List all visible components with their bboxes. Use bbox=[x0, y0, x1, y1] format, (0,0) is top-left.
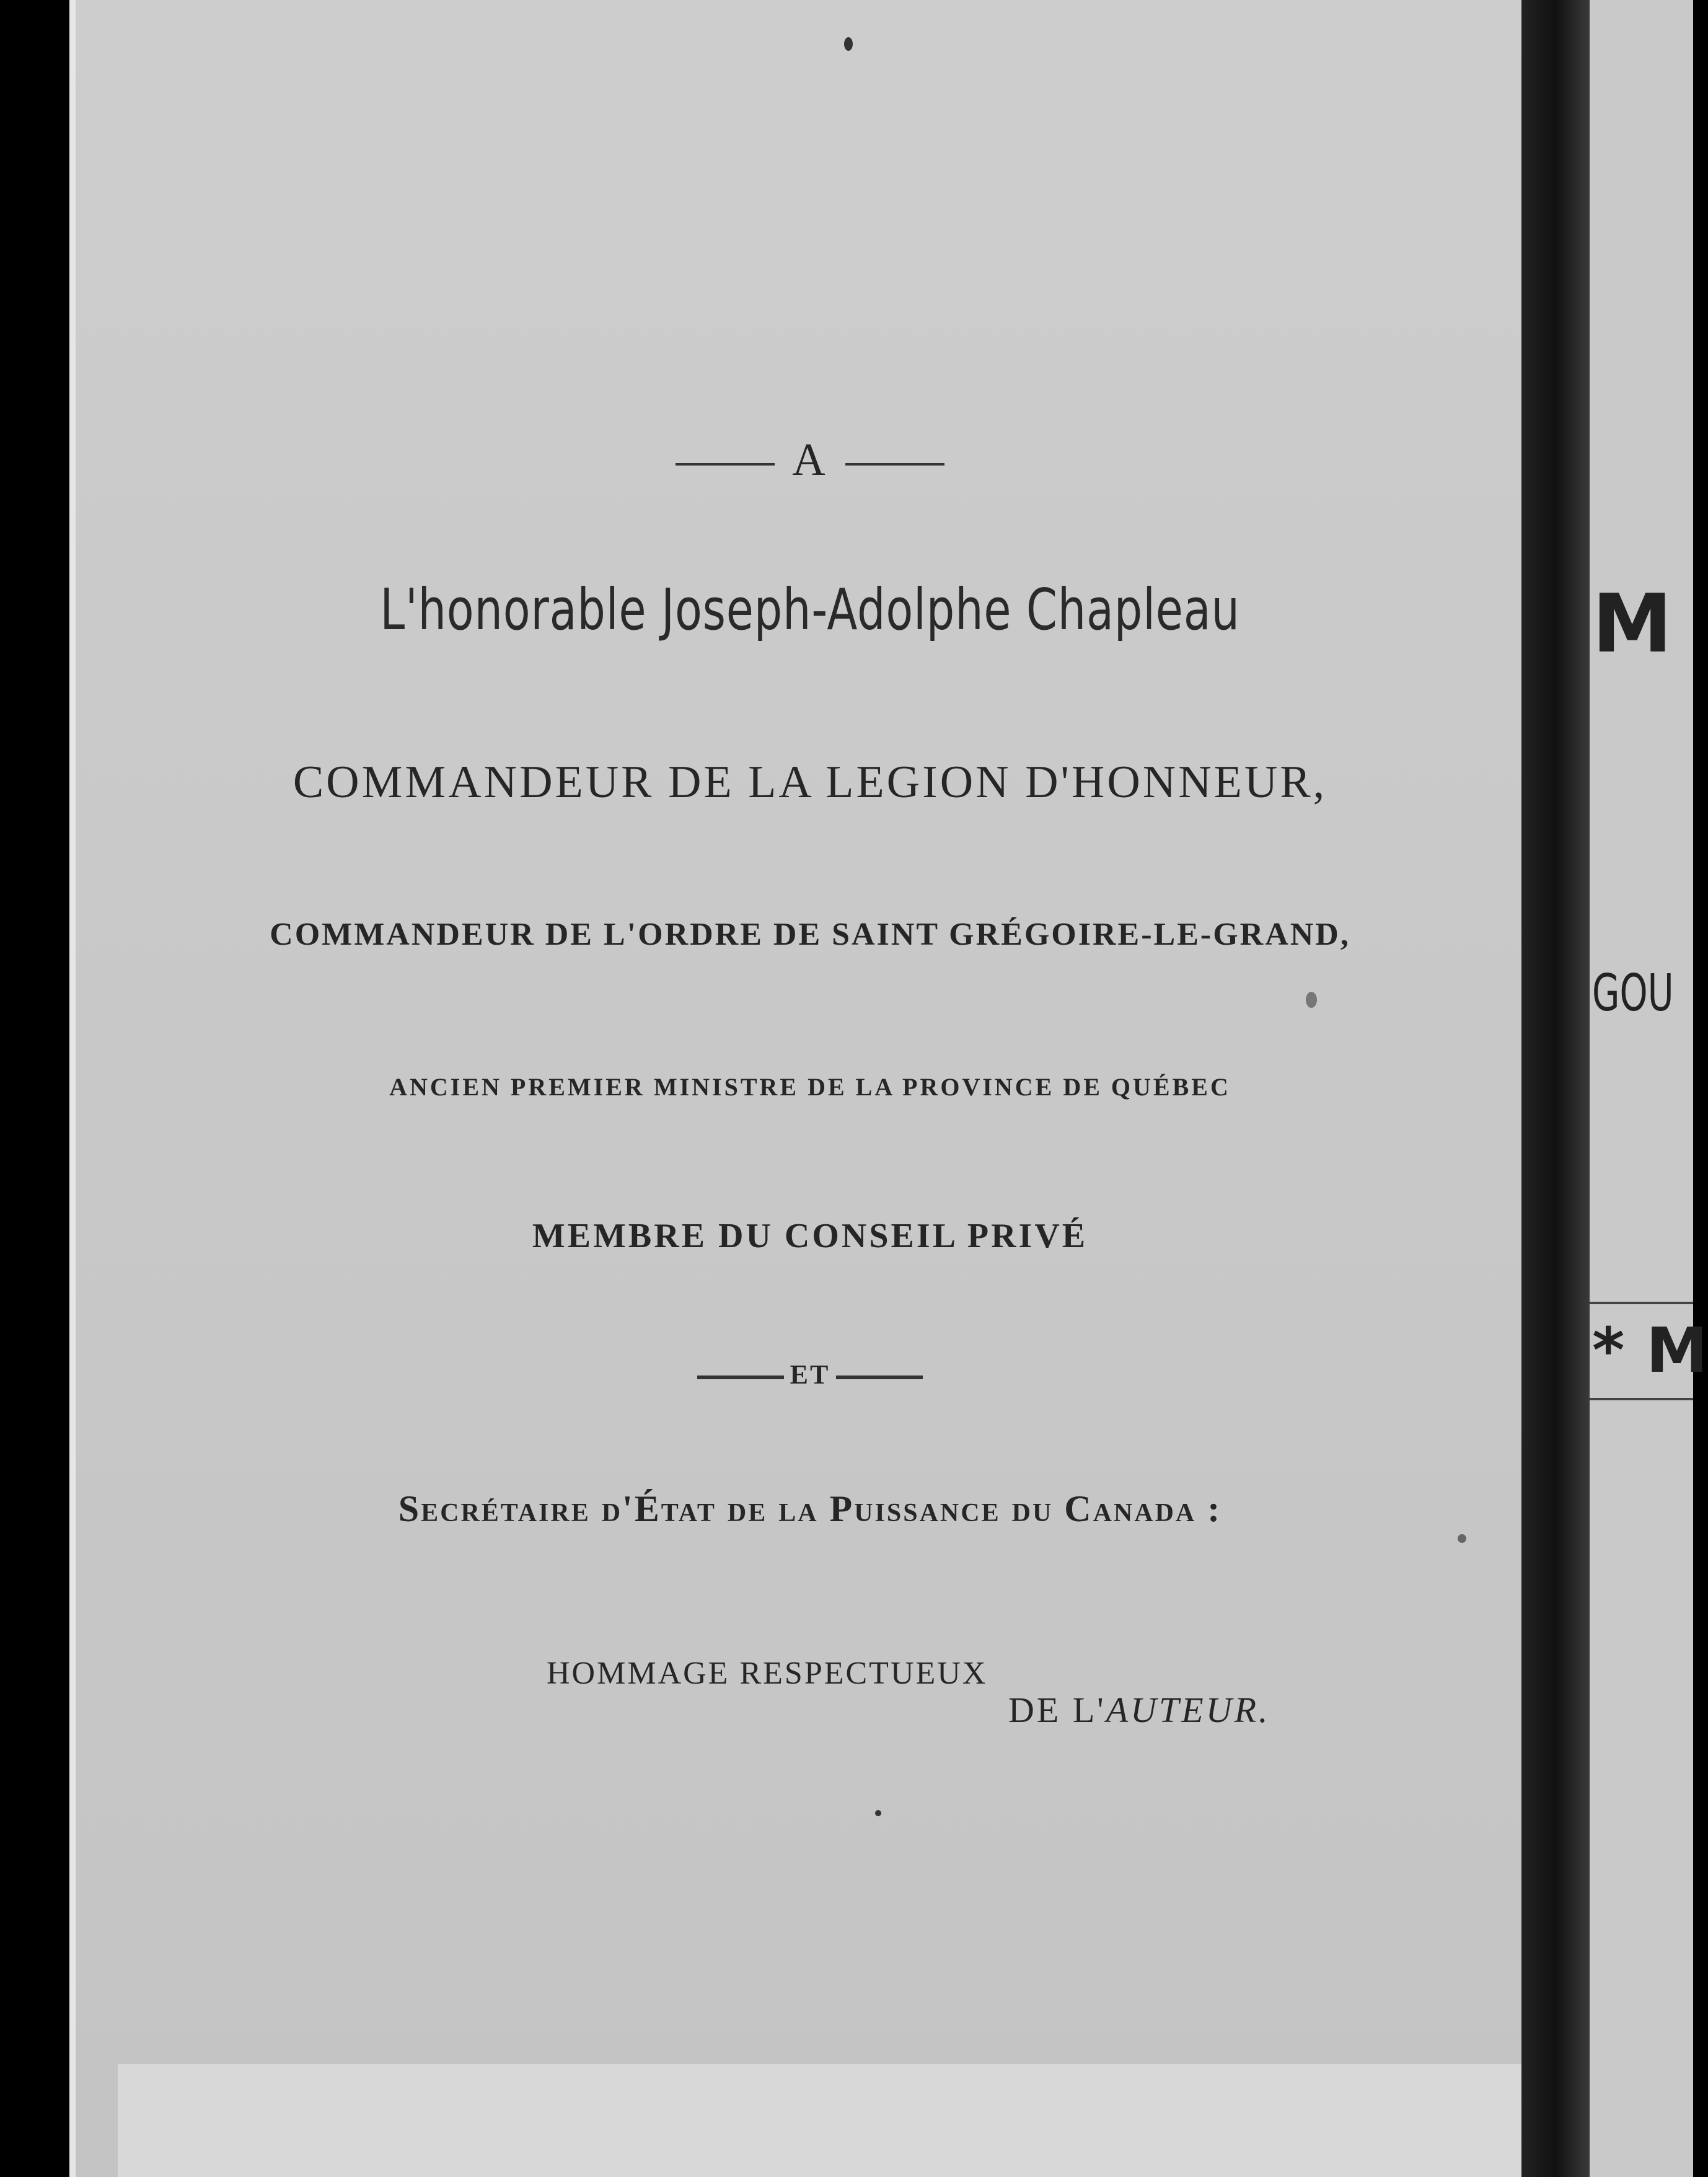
ink-speck bbox=[1458, 1534, 1466, 1543]
page-bottom-edge bbox=[118, 2064, 1543, 2177]
title-premier-ministre: ANCIEN PREMIER MINISTRE DE LA PROVINCE DE QUÉBEC bbox=[389, 1073, 1231, 1101]
title-saint-gregoire: COMMANDEUR DE L'ORDRE DE SAINT GRÉGOIRE-LE-GRAND, bbox=[270, 917, 1350, 952]
author-word: AUTEUR. bbox=[1106, 1690, 1270, 1730]
closing-author bbox=[1008, 1689, 1270, 1731]
facing-fragment-gou: GOU bbox=[1592, 964, 1674, 1023]
title-conseil-prive: MEMBRE DU CONSEIL PRIVÉ bbox=[532, 1217, 1088, 1255]
right-rule bbox=[845, 463, 944, 466]
ink-speck bbox=[844, 37, 853, 51]
facing-rule-bottom bbox=[1590, 1398, 1693, 1400]
connector-et bbox=[76, 1359, 1544, 1390]
facing-fragment-large: M bbox=[1592, 576, 1673, 671]
book-gutter bbox=[1521, 0, 1590, 2177]
dedicatee-name: L'honorable Joseph-Adolphe Chapleau bbox=[380, 576, 1240, 643]
left-rule bbox=[697, 1376, 784, 1379]
facing-fragment-star: * M bbox=[1592, 1314, 1708, 1387]
ink-speck bbox=[1306, 992, 1317, 1008]
heading-text: A bbox=[792, 435, 828, 485]
connector-text: ET bbox=[790, 1359, 830, 1390]
left-rule bbox=[676, 463, 775, 466]
right-rule bbox=[836, 1376, 923, 1379]
dedication-heading bbox=[76, 434, 1544, 487]
closing-hommage: HOMMAGE RESPECTUEUX bbox=[547, 1656, 988, 1691]
title-legion-honneur: COMMANDEUR DE LA LEGION D'HONNEUR, bbox=[293, 757, 1327, 808]
ink-speck bbox=[875, 1810, 881, 1816]
office-secretaire-etat: Secrétaire d'État de la Puissance du Canada : bbox=[398, 1488, 1222, 1529]
author-prefix: DE L' bbox=[1008, 1690, 1106, 1730]
facing-rule-top bbox=[1590, 1302, 1693, 1304]
left-page bbox=[69, 0, 1538, 2177]
facing-page bbox=[1590, 0, 1708, 2177]
